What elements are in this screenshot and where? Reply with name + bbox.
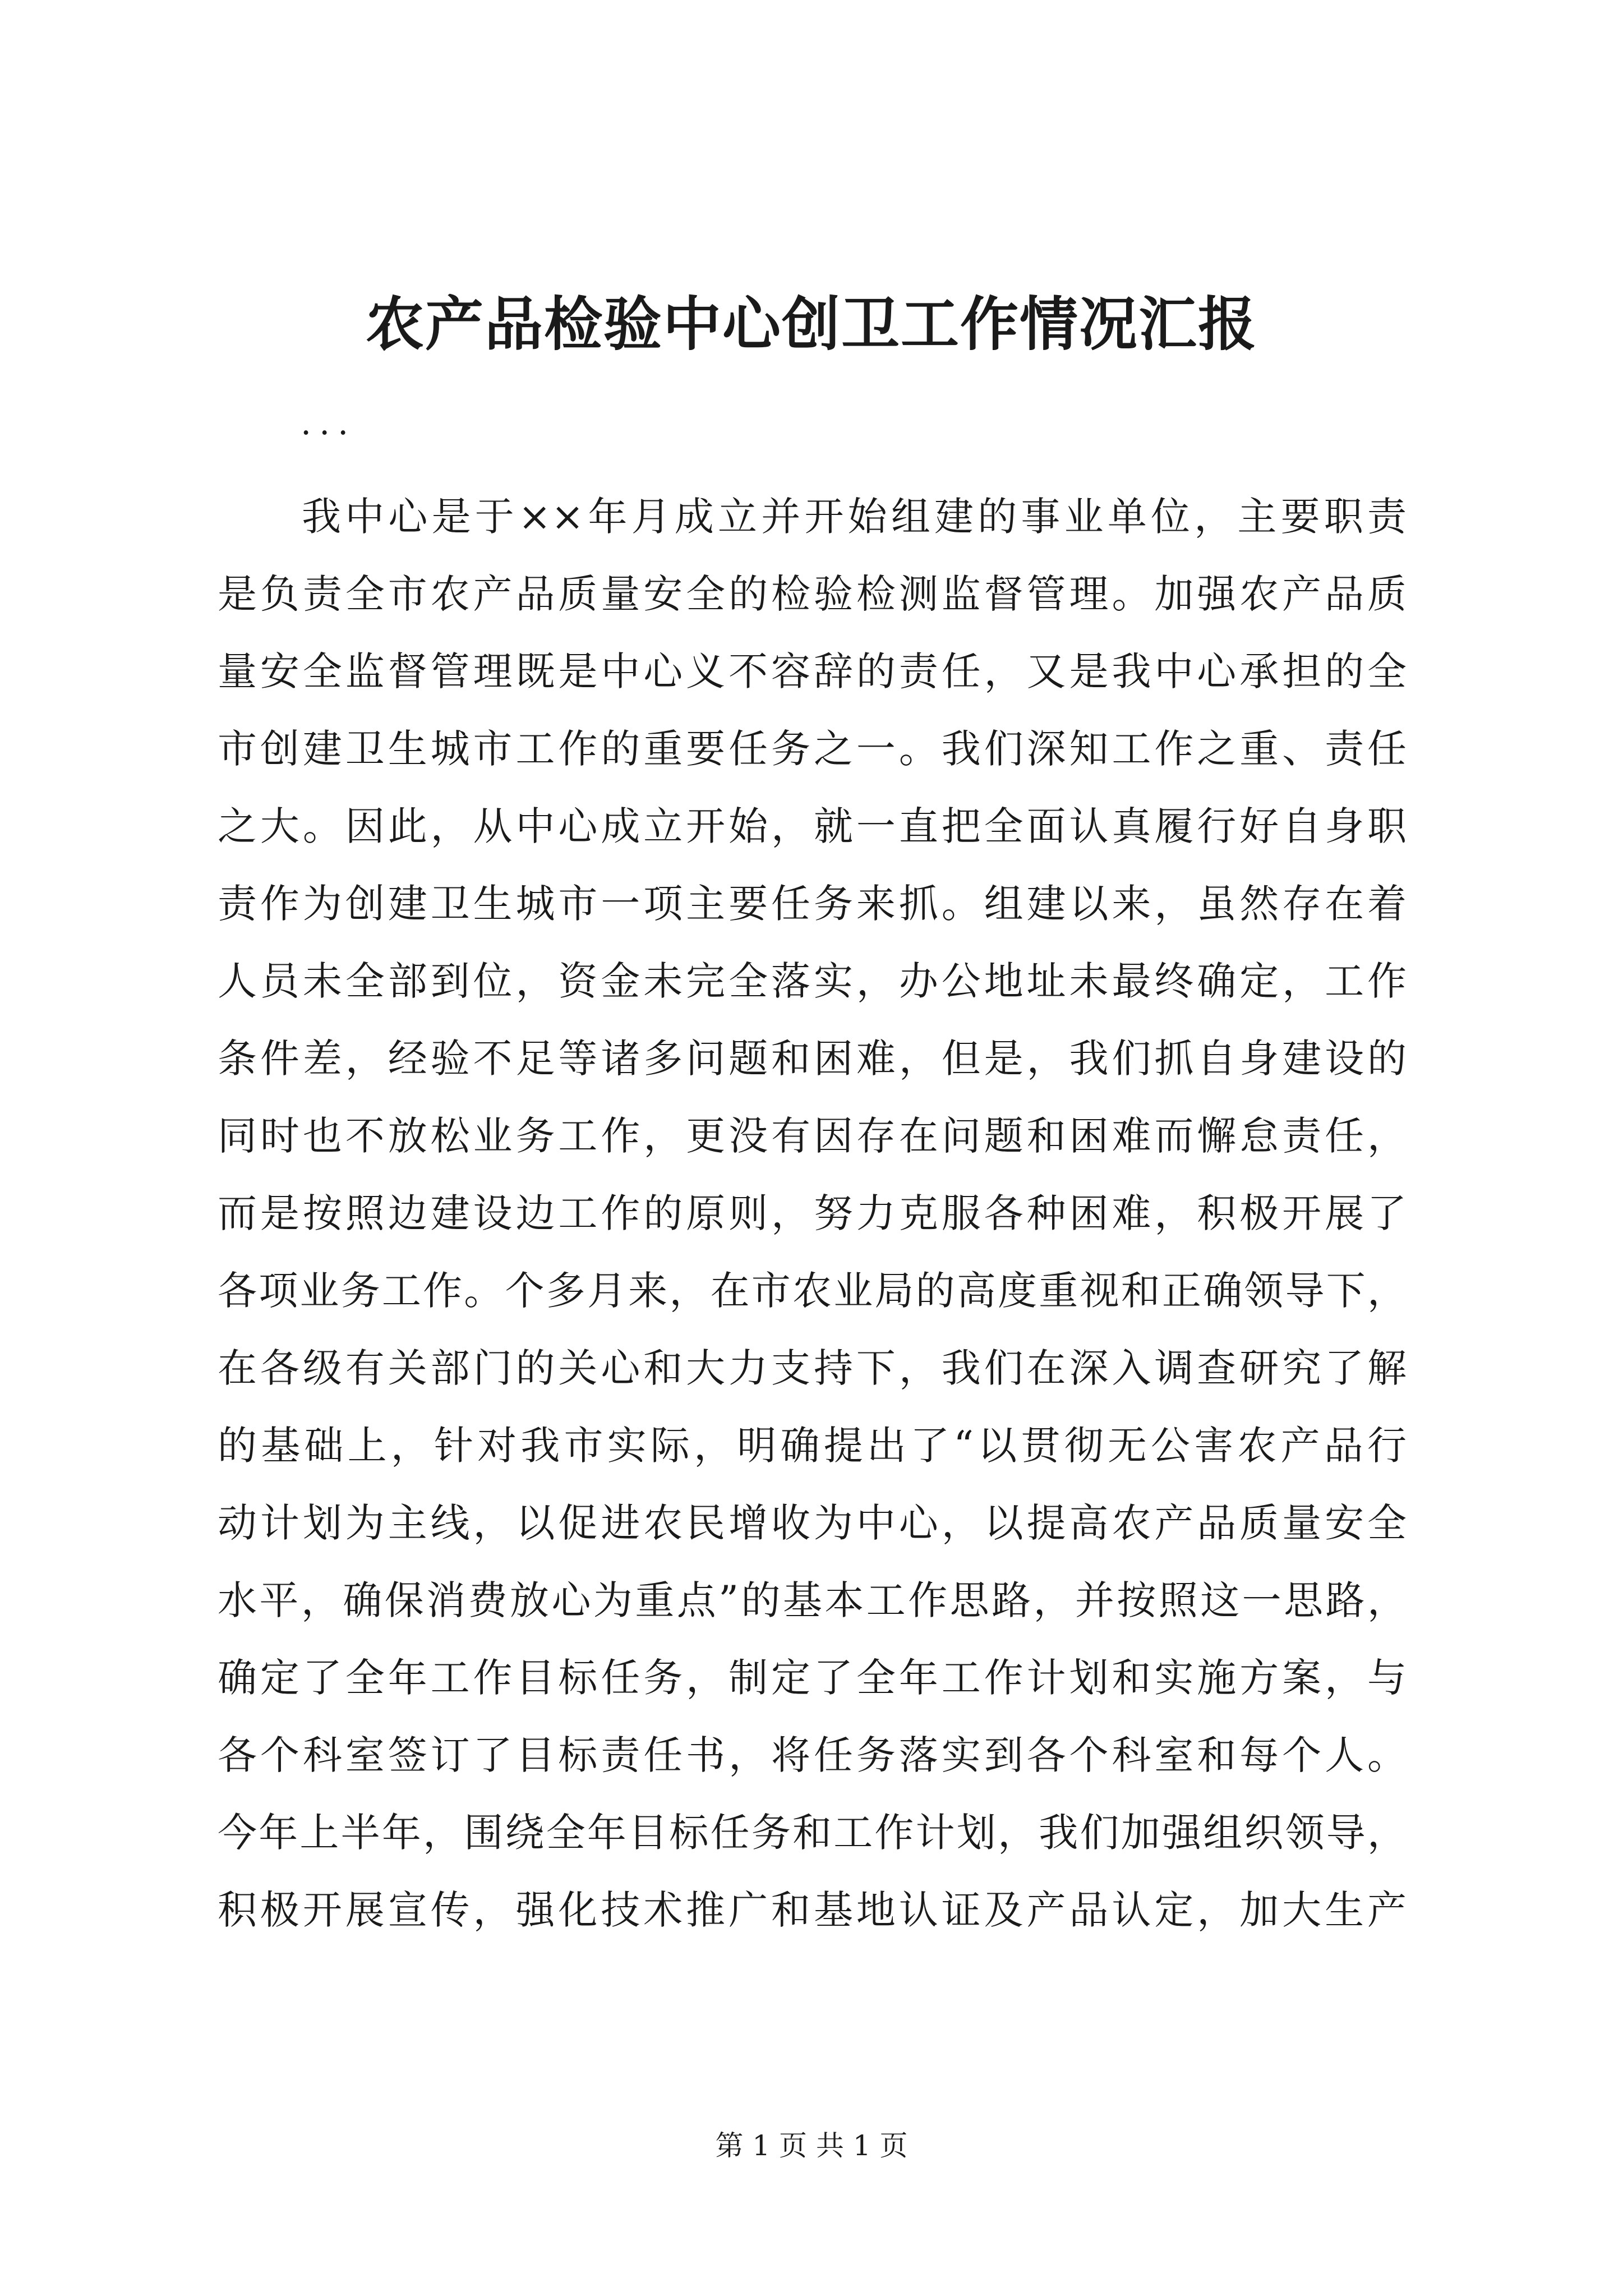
- paragraph-line: 条件差，经验不足等诸多问题和困难，但是，我们抓自身建设的: [218, 1036, 1407, 1082]
- paragraph-line: 各个科室签订了目标责任书，将任务落实到各个科室和每个人。: [218, 1732, 1407, 1778]
- ellipsis-marker: ...: [301, 403, 357, 443]
- paragraph-line: 是负责全市农产品质量安全的检验检测监督管理。加强农产品质: [218, 571, 1407, 617]
- paragraph-line: 积极开展宣传，强化技术推广和基地认证及产品认定，加大生产: [218, 1887, 1407, 1933]
- paragraph-line: 责作为创建卫生城市一项主要任务来抓。组建以来，虽然存在着: [218, 881, 1407, 927]
- paragraph-line: 各项业务工作。个多月来，在市农业局的高度重视和正确领导下，: [218, 1268, 1407, 1314]
- page-number-footer: 第 1 页 共 1 页: [715, 2129, 908, 2162]
- paragraph-line: 我中心是于××年月成立并开始组建的事业单位，主要职责: [302, 494, 1407, 540]
- paragraph-line: 水平，确保消费放心为重点”的基本工作思路，并按照这一思路，: [218, 1577, 1407, 1623]
- paragraph-line: 同时也不放松业务工作，更没有因存在问题和困难而懈怠责任，: [218, 1113, 1407, 1159]
- paragraph-line: 在各级有关部门的关心和大力支持下，我们在深入调查研究了解: [218, 1345, 1407, 1391]
- paragraph-line: 量安全监督管理既是中心义不容辞的责任，又是我中心承担的全: [218, 648, 1407, 694]
- paragraph-line: 的基础上，针对我市实际，明确提出了“以贯彻无公害农产品行: [218, 1423, 1407, 1469]
- paragraph-line: 确定了全年工作目标任务，制定了全年工作计划和实施方案，与: [218, 1655, 1407, 1701]
- body-paragraph: [218, 478, 1407, 1949]
- paragraph-line: 之大。因此，从中心成立开始，就一直把全面认真履行好自身职: [218, 803, 1407, 849]
- paragraph-line: 而是按照边建设边工作的原则，努力克服各种困难，积极开展了: [218, 1190, 1407, 1236]
- paragraph-line: 动计划为主线，以促进农民增收为中心，以提高农产品质量安全: [218, 1500, 1407, 1546]
- paragraph-line: 今年上半年，围绕全年目标任务和工作计划，我们加强组织领导，: [218, 1810, 1407, 1856]
- document-title: 农产品检验中心创卫工作情况汇报: [365, 289, 1257, 358]
- paragraph-line: 人员未全部到位，资金未完全落实，办公地址未最终确定，工作: [218, 958, 1407, 1004]
- paragraph-line: 市创建卫生城市工作的重要任务之一。我们深知工作之重、责任: [218, 726, 1407, 772]
